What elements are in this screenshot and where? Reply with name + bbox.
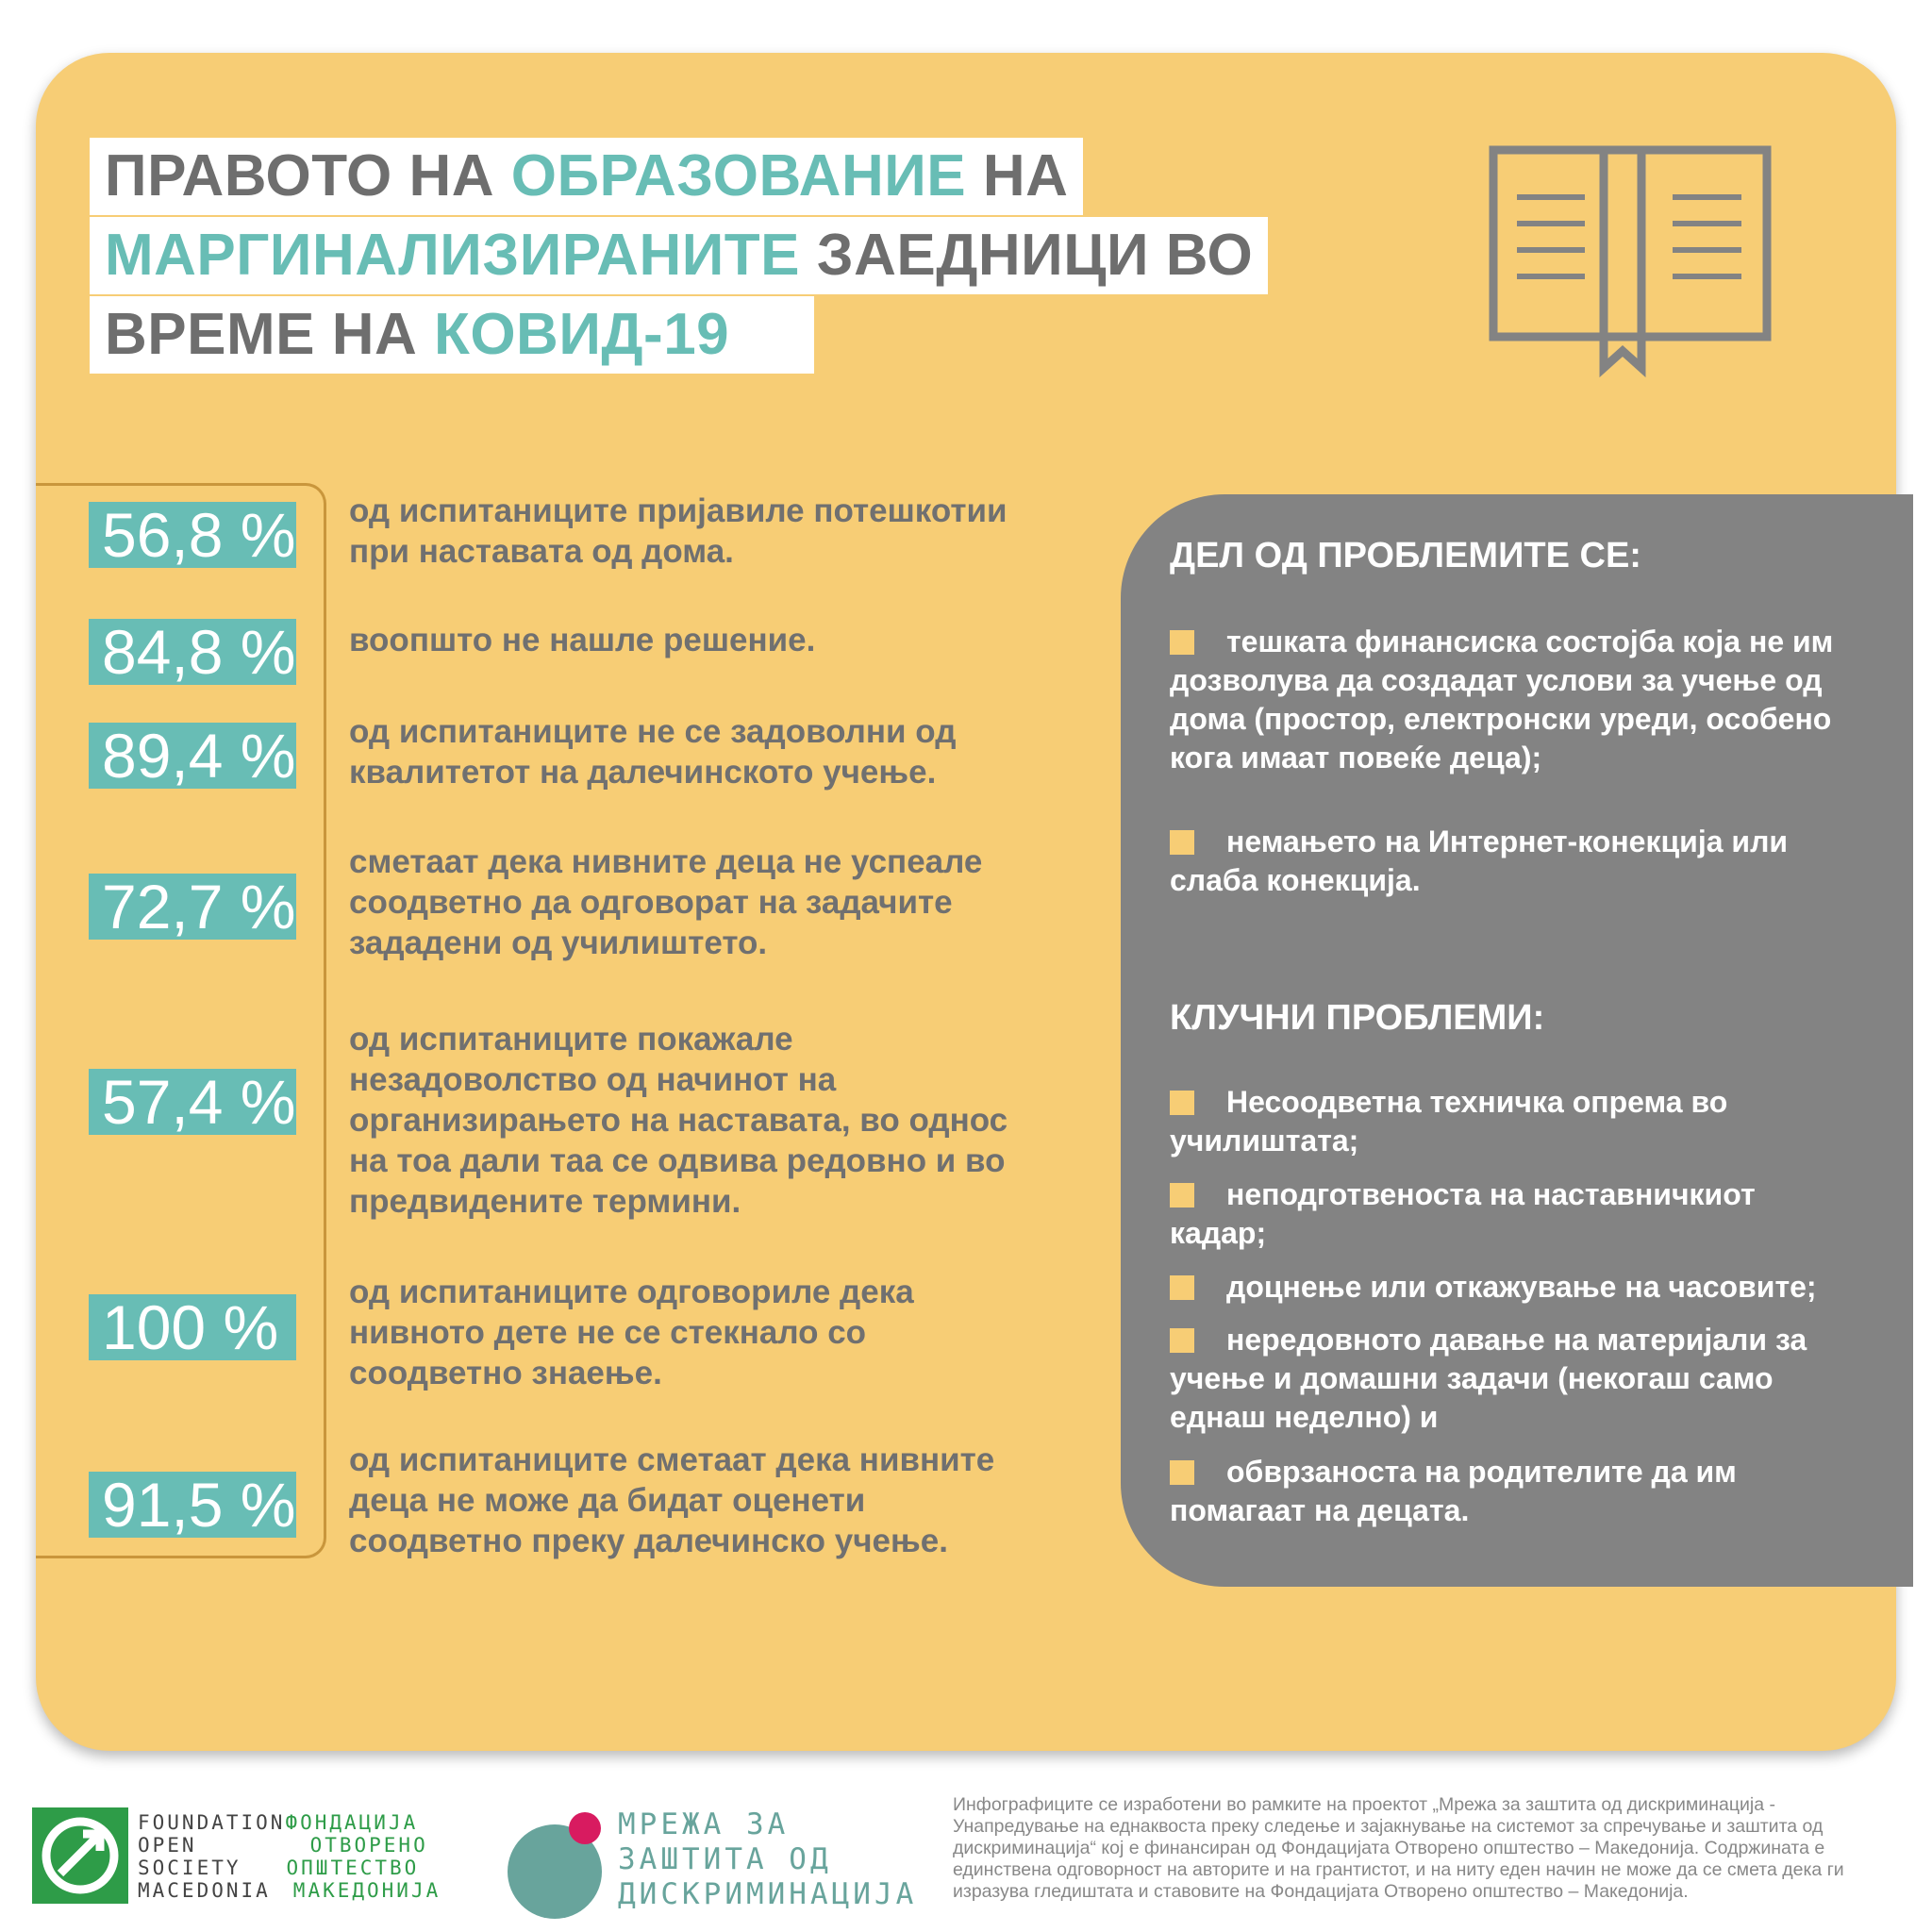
title-highlight: КОВИД-19: [433, 302, 730, 367]
stat-description: од испитаниците покажале незадоволство од начинот на организирањето на наставата, во однос на тоа дали таа се одвива редовно и во предвидените термини.: [349, 1021, 1008, 1220]
key-problems-heading: КЛУЧНИ ПРОБЛЕМИ:: [1170, 998, 1545, 1038]
title-text: ПРАВОТО НА: [105, 143, 511, 208]
stat-percent: 89,4 %: [89, 723, 296, 789]
stat-percent: 57,4 %: [89, 1069, 296, 1135]
title-text: ВРЕМЕ НА: [105, 302, 434, 367]
network-logo-icon: [492, 1806, 625, 1919]
stat-description: воопшто не нашле решение.: [349, 622, 816, 658]
title-text: НА: [966, 143, 1069, 208]
stat-description: од испитаниците одговориле дека нивното дете не се стекнало со соодветно знаење.: [349, 1274, 914, 1391]
title-line-2: [90, 217, 1268, 294]
bullet-square-icon: [1170, 1275, 1194, 1300]
key-problem-item: доцнење или откажување на часовите;: [1170, 1268, 1858, 1307]
stat-description: од испитаниците пријавиле потешкотии при наставата од дома.: [349, 492, 1008, 570]
stat-description: сметаат дека нивните деца не успеале соодветно да одговорат на задачите зададени од училиштето.: [349, 843, 983, 961]
stat-description: од испитаниците сметаат дека нивните деца не може да бидат оценети соодветно преку далечинско учење.: [349, 1441, 995, 1559]
title-line-1: [90, 138, 1083, 215]
stat-percent: 56,8 %: [89, 502, 296, 568]
problems-heading: ДЕЛ ОД ПРОБЛЕМИТЕ СЕ:: [1170, 536, 1641, 575]
network-name: МРЕЖА ЗА ЗАШТИТА ОД ДИСКРИМИНАЦИЈА: [618, 1807, 918, 1911]
key-problem-item: неподготвеноста на наставничкиот кадар;: [1170, 1177, 1756, 1250]
stat-percent: 84,8 %: [89, 619, 296, 685]
open-book-icon: [1489, 145, 1772, 377]
bullet-square-icon: [1170, 1460, 1194, 1485]
bullet-square-icon: [1170, 830, 1194, 855]
disclaimer-text: Инфографиците се изработени во рамките на проектот „Мрежа за заштита од дискриминација - Унапредување на еднаквоста преку следење и зајакнување на системот за спречување и заштита од дискриминација“ кој е финансиран од Фондацијата Отворено општество – Македонија. Содржината е единствена одговорност на авторите и на грантистот, и на ниту еден начин не може да се смета дека ги изразува гледиштата и ставовите на Фондацијата Отворено општество – Македонија.: [953, 1794, 1844, 1902]
stat-percent: 72,7 %: [89, 874, 296, 940]
osf-logo-icon: [32, 1807, 128, 1904]
stat-percent: 100 %: [89, 1294, 296, 1360]
bullet-square-icon: [1170, 1091, 1194, 1115]
stat-description: од испитаниците не се задоволни од квалитетот на далечинското учење.: [349, 713, 957, 791]
problem-item: тешката финансиска состојба која не им дозволува да создадат услови за учење од дома (простор, електронски уреди, особено кога имаат повеќе деца);: [1170, 625, 1834, 774]
bullet-square-icon: [1170, 1183, 1194, 1208]
title-text: ЗАЕДНИЦИ ВО: [800, 223, 1254, 288]
osf-name: FOUNDATIONФОНДАЦИЈА OPEN ОТВОРЕНО SOCIETY ОПШТЕСТВО MACEDONIA МАКЕДОНИЈА: [138, 1811, 441, 1902]
key-problem-item: нередовното давање на материјали за учење и домашни задачи (некогаш само еднаш неделно) и: [1170, 1323, 1807, 1434]
problem-item: немањето на Интернет-конекција или слаба конекција.: [1170, 824, 1789, 897]
key-problem-item: обврзаноста на родителите да им помагаат на децата.: [1170, 1455, 1737, 1527]
title-highlight: МАРГИНАЛИЗИРАНИТЕ: [105, 223, 800, 288]
bullet-square-icon: [1170, 1328, 1194, 1353]
title-highlight: ОБРАЗОВАНИЕ: [510, 143, 967, 208]
bullet-square-icon: [1170, 630, 1194, 655]
key-problem-item: Несоодветна техничка опрема во училиштата;: [1170, 1085, 1728, 1158]
title-line-3: [90, 296, 814, 374]
stat-percent: 91,5 %: [89, 1472, 296, 1538]
